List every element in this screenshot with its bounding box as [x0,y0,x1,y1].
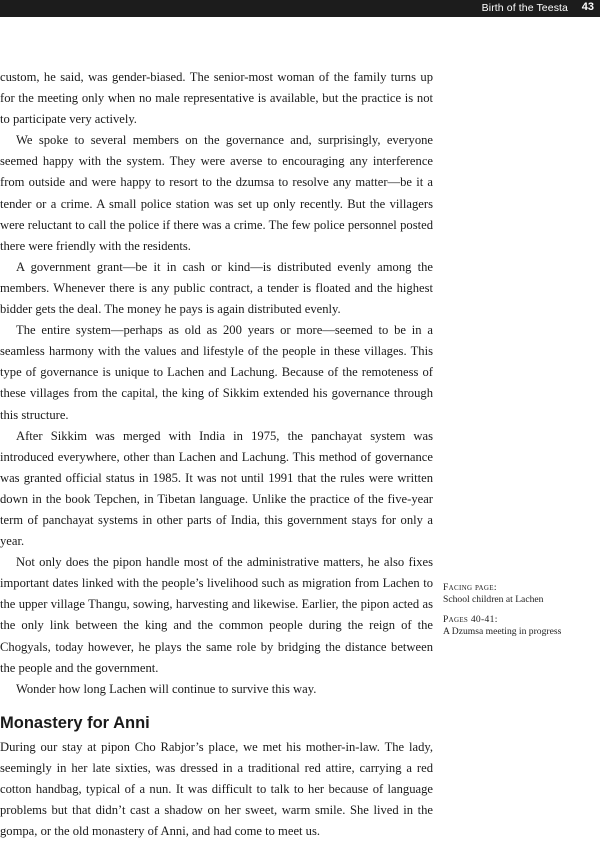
section-paragraph: During our stay at pipon Cho Rabjor’s place, we met his mother-in-law. The lady, seemingly in her late sixties, was dressed in a traditional red attire, carrying a red cotton handbag, typical of a nun. It was difficult to talk to her because of language problems but that didn’t cast a shadow on her sweet, warm smile. She lived in the gompa, or the old monastery of Anni, and had come to meet us. [0,739,433,839]
body-paragraph: custom, he said, was gender-biased. The senior-most woman of the family turns up for the meeting only when no male representative is available, but the practice is not to participate very actively. [0,70,433,127]
section-heading: Monastery for Anni [0,713,150,732]
running-header [0,0,600,17]
main-text-column [0,67,433,842]
caption-label: Pages 40-41: [443,614,498,625]
caption-label: Facing page: [443,582,497,593]
body-paragraph: After Sikkim was merged with India in 1975, the panchayat system was introduced everywhere, other than Lachen and Lachung. This method of governance was granted official status in 1985. It was not until 1991 that the rules were written down in the book Tepchen, in Tibetan language. Unlike the practice of the five-year term of panchayat systems in other parts of India, this government stays for only a year. [0,428,433,549]
page-number: 43 [581,1,594,13]
body-paragraph: The entire system—perhaps as old as 200 years or more—seemed to be in a seamless harmony with the values and lifestyle of the people in these villages. This type of governance is unique to Lachen and Lachung. Because of the remoteness of these villages from the capital, the king of Sikkim extended his governance through this structure. [0,323,433,422]
caption-text: A Dzumsa meeting in progress [443,626,562,637]
photo-caption-pages [443,614,598,638]
caption-text: School children at Lachen [443,594,544,605]
body-paragraph: We spoke to several members on the governance and, surprisingly, everyone seemed happy with the system. They were averse to encouraging any interference from outside and were happy to resort to the dzumsa to resolve any matter—be it a tender or a crime. A small police station was set up only recently. But the villagers were reluctant to call the police if there was a crime. The few police personnel posted there were friendly with the residents. [0,133,433,253]
photo-caption-facing-page [443,582,598,606]
body-paragraph: Not only does the pipon handle most of the administrative matters, he also fixes important dates linked with the people’s livelihood such as migration from Lachen to the upper village Thangu, sowing, harvesting and likewise. Earlier, the pipon acted as the only link between the king and the common people during the reign of the Chogyals, today however, he plays the same role by bridging the distance between the people and the government. [0,555,433,675]
body-paragraph: A government grant—be it in cash or kind—is distributed evenly among the members. Whenever there is any public contract, a tender is floated and the highest bidder gets the deal. The money he pays is again distributed evenly. [0,259,433,317]
running-title: Birth of the Teesta [481,2,568,14]
body-paragraph: Wonder how long Lachen will continue to survive this way. [16,681,317,696]
